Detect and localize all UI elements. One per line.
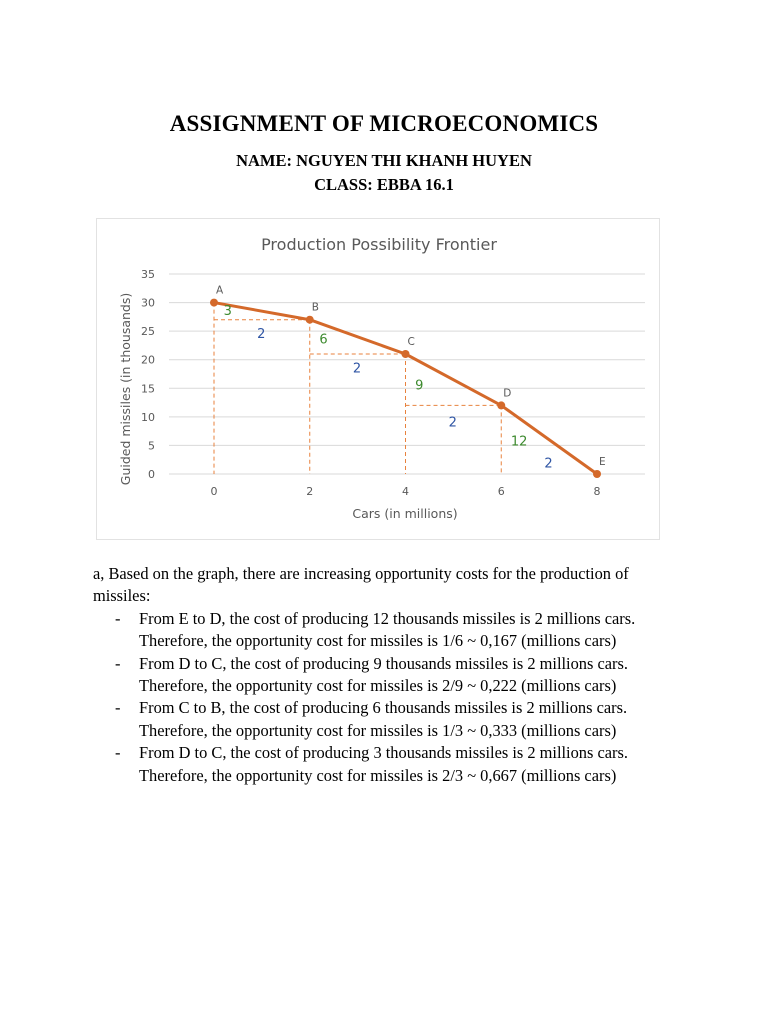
y-tick-label: 10 [141,410,155,424]
list-item-text: From C to B, the cost of producing 6 thousands missiles is 2 millions cars. Therefore, the opportunity cost for missiles is 1/3 ~ 0,333 (millions cars) [139,698,628,740]
list-item-text: From D to C, the cost of producing 3 thousands missiles is 2 millions cars. Therefore, the opportunity cost for missiles is 2/3 ~ 0,667 (millions cars) [139,743,628,785]
y-tick-label: 25 [141,325,155,339]
bullet-dash: - [115,608,121,628]
x-tick-label: 4 [402,485,409,498]
chart-title: Production Possibility Frontier [261,235,497,254]
point-marker [497,401,505,409]
cars-increment-label: 2 [352,361,362,377]
list-item [93,742,673,787]
x-tick-label: 6 [497,485,505,498]
y-tick-label: 20 [141,353,155,367]
y-tick-label: 35 [141,268,155,281]
student-class: CLASS: EBBA 16.1 [314,175,454,194]
student-name: NAME: NGUYEN THI KHANH HUYEN [236,151,532,170]
missiles-increment-label: 6 [319,332,328,348]
document-title: ASSIGNMENT OF MICROECONOMICS [169,111,599,136]
y-tick-label: 15 [141,382,155,396]
missiles-increment-label: 3 [223,304,232,320]
cars-increment-label: 2 [257,327,266,342]
y-tick-label: 5 [148,439,155,453]
y-tick-label: 0 [148,468,155,481]
answer-text [93,563,673,787]
point-label: C [407,336,415,348]
ppf-chart [97,219,659,539]
intro-paragraph: a, Based on the graph, there are increasing opportunity costs for the production of missiles: [93,564,629,606]
point-label: D [503,387,512,400]
point-label: E [599,456,606,468]
y-tick-label: 30 [141,296,155,310]
x-tick-label: 8 [593,485,601,498]
x-tick-label: 2 [306,485,314,498]
y-axis-label: Guided missiles (in thousands) [118,292,133,486]
point-label: A [216,284,224,297]
opportunity-cost-list [93,608,673,787]
missiles-increment-label: 12 [510,434,528,450]
x-axis-label: Cars (in millions) [352,506,458,521]
cars-increment-label: 2 [544,456,553,472]
list-item [93,608,673,653]
point-marker [593,470,601,478]
missiles-increment-label: 9 [415,378,424,394]
bullet-dash: - [115,743,121,763]
bullet-dash: - [115,653,121,673]
point-marker [306,316,314,324]
ppf-chart-figure [96,218,660,540]
list-item [93,697,673,742]
list-item-text: From E to D, the cost of producing 12 thousands missiles is 2 millions cars. Therefore, the opportunity cost for missiles is 1/6 ~ 0,167 (millions cars) [139,608,636,651]
list-item-text: From D to C, the cost of producing 9 thousands missiles is 2 millions cars. Therefore, the opportunity cost for missiles is 2/9 ~ 0,222 (millions cars) [139,653,628,696]
x-tick-label: 0 [210,485,218,498]
bullet-dash: - [115,698,121,718]
point-marker [402,350,410,358]
cars-increment-label: 2 [448,415,457,431]
point-label: B [311,301,319,314]
point-marker [210,299,218,307]
list-item [93,653,673,698]
